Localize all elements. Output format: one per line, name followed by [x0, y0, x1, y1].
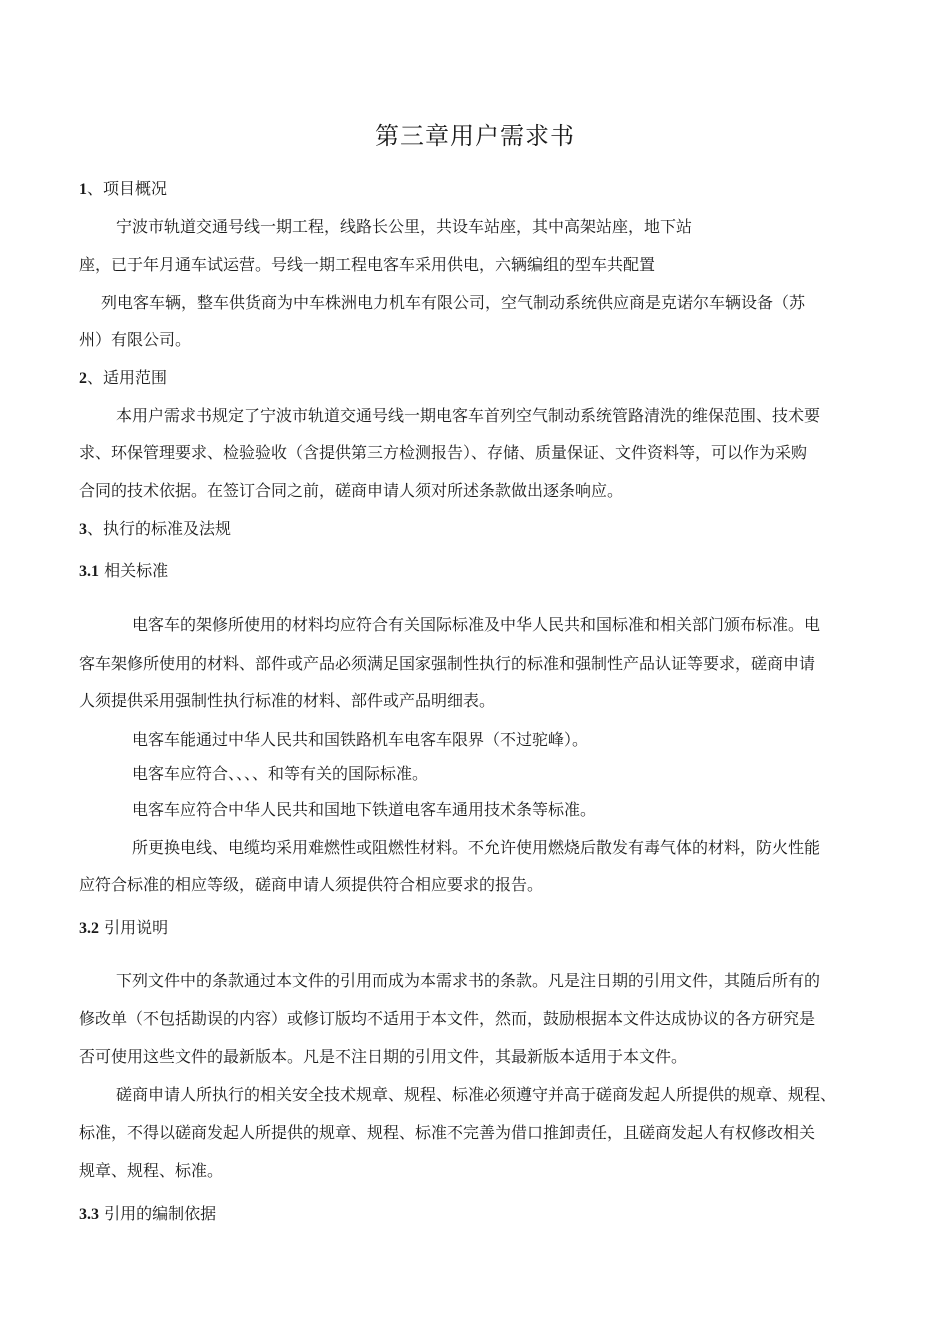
paragraph-line: 电客车应符合中华人民共和国地下铁道电客车通用技术条等标准。 — [132, 800, 597, 819]
paragraph-line: 列电客车辆，整车供货商为中车株洲电力机车有限公司，空气制动系统供应商是克诺尔车辆设备（苏 — [101, 293, 806, 312]
section-number: 3.3 — [79, 1206, 99, 1223]
section-heading-text: 、适用范围 — [87, 368, 168, 387]
paragraph-line: 规章、规程、标准。 — [79, 1161, 224, 1180]
section-number: 3.1 — [79, 563, 99, 580]
paragraph-line: 电客车能通过中华人民共和国铁路机车电客车限界（不过驼峰）。 — [132, 730, 589, 749]
section-heading-text: 引用说明 — [99, 918, 169, 937]
section-3-1-heading — [79, 560, 168, 583]
section-2-heading — [79, 367, 167, 390]
section-3-heading — [79, 518, 231, 541]
paragraph-line: 否可使用这些文件的最新版本。凡是不注日期的引用文件，其最新版本适用于本文件。 — [79, 1047, 688, 1066]
section-number: 3 — [79, 521, 87, 538]
paragraph-line: 修改单（不包括勘误的内容）或修订版均不适用于本文件，然而，鼓励根据本文件达成协议的各方研究是 — [79, 1009, 816, 1028]
paragraph-line: 人须提供采用强制性执行标准的材料、部件或产品明细表。 — [79, 691, 496, 710]
section-heading-text: 相关标准 — [99, 561, 169, 580]
section-number: 2 — [79, 370, 87, 387]
section-number: 1 — [79, 181, 87, 198]
section-3-2-heading — [79, 917, 168, 940]
paragraph-line: 合同的技术依据。在签订合同之前，磋商申请人须对所述条款做出逐条响应。 — [79, 481, 624, 500]
section-heading-text: 引用的编制依据 — [99, 1204, 217, 1223]
paragraph-line: 所更换电线、电缆均采用难燃性或阻燃性材料。不允许使用燃烧后散发有毒气体的材料，防火性能 — [132, 838, 821, 857]
paragraph-line: 电客车的架修所使用的材料均应符合有关国际标准及中华人民共和国标准和相关部门颁布标准。电 — [132, 615, 821, 634]
paragraph-line: 下列文件中的条款通过本文件的引用而成为本需求书的条款。凡是注日期的引用文件，其随后所有的 — [116, 971, 821, 990]
section-heading-text: 、执行的标准及法规 — [87, 519, 232, 538]
paragraph-line: 标准，不得以磋商发起人所提供的规章、规程、标准不完善为借口推卸责任，且磋商发起人有权修改相关 — [79, 1123, 816, 1142]
paragraph-line: 客车架修所使用的材料、部件或产品必须满足国家强制性执行的标准和强制性产品认证等要求，磋商申请 — [79, 654, 816, 673]
paragraph-line: 座，已于年月通车试运营。号线一期工程电客车采用供电，六辆编组的型车共配置 — [79, 255, 656, 274]
section-3-3-heading — [79, 1203, 216, 1226]
paragraph-line: 本用户需求书规定了宁波市轨道交通号线一期电客车首列空气制动系统管路清洗的维保范围、技术要 — [116, 406, 821, 425]
paragraph-line: 州）有限公司。 — [79, 330, 192, 349]
section-number: 3.2 — [79, 920, 99, 937]
paragraph-line: 磋商申请人所执行的相关安全技术规章、规程、标准必须遵守并高于磋商发起人所提供的规章、规程、 — [116, 1085, 837, 1104]
paragraph-line: 应符合标准的相应等级，磋商申请人须提供符合相应要求的报告。 — [79, 875, 544, 894]
paragraph-line: 求、环保管理要求、检验验收（含提供第三方检测报告）、存储、质量保证、文件资料等，可以作为采购 — [79, 443, 808, 462]
paragraph-line: 宁波市轨道交通号线一期工程，线路长公里，共设车站座，其中高架站座，地下站 — [116, 217, 693, 236]
section-heading-text: 、项目概况 — [87, 179, 168, 198]
page-title: 第三章用户需求书 — [375, 122, 575, 150]
paragraph-line: 电客车应符合、、、、和等有关的国际标准。 — [132, 764, 429, 783]
section-1-heading — [79, 178, 167, 201]
